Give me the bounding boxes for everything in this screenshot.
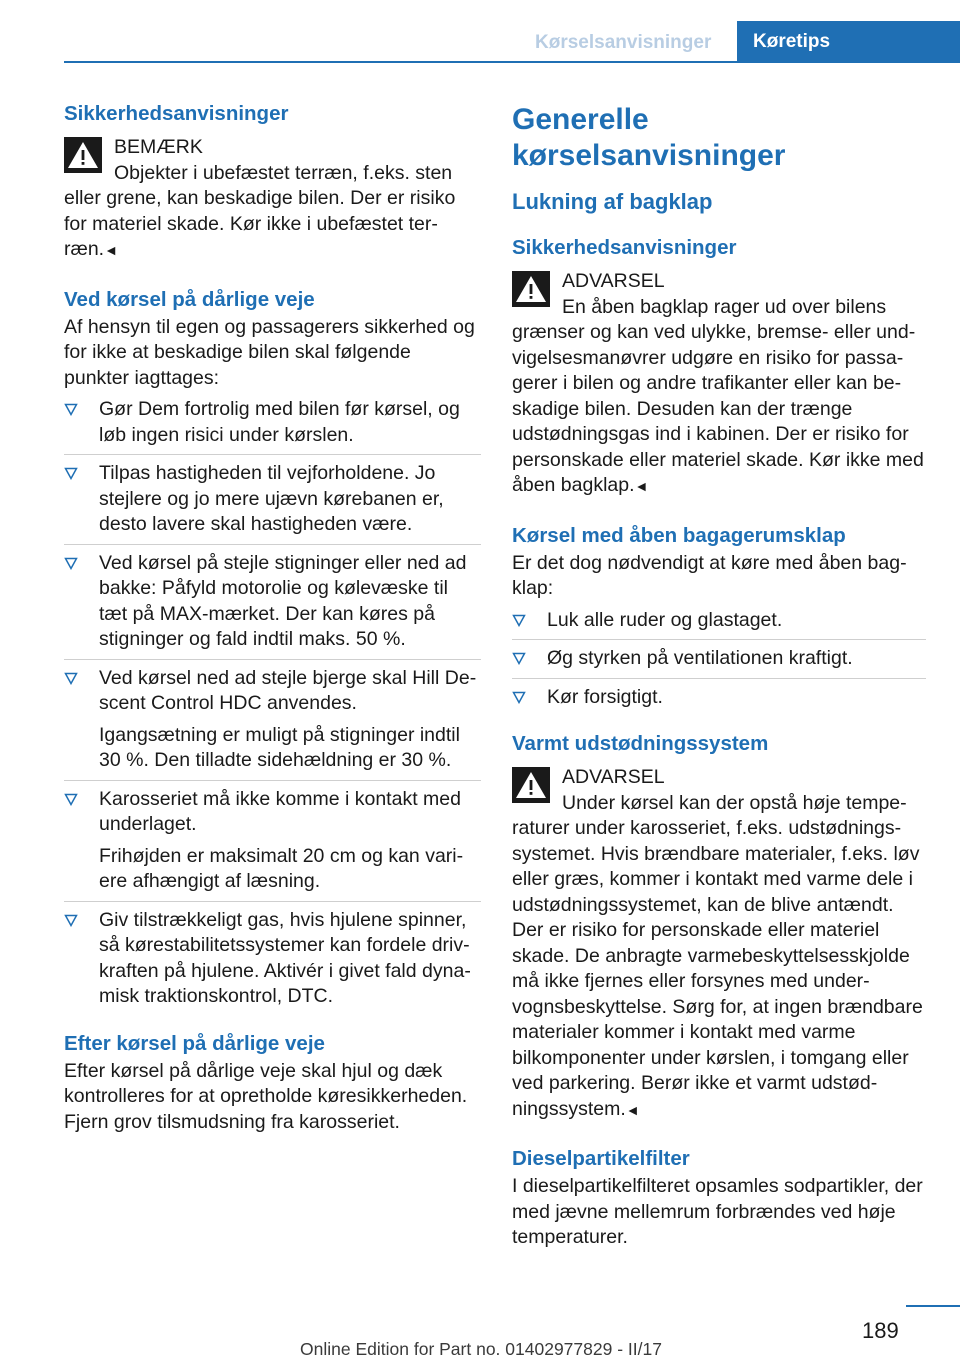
list-item-text: Tilpas hastigheden til vejforholdene. Jo stejlere og jo mere ujævn kørebanen er, desto lavere skal hastigheden være. xyxy=(99,462,444,535)
triangle-bullet-icon xyxy=(64,672,78,685)
list-item-text: Karosseriet må ikke komme i kontakt med underlaget. xyxy=(99,787,461,835)
list-item xyxy=(512,685,926,717)
end-mark: ◄ xyxy=(625,1101,640,1118)
list-item xyxy=(64,666,481,781)
end-mark: ◄ xyxy=(104,242,118,258)
triangle-bullet-icon xyxy=(64,557,78,570)
tailgate-warning-box xyxy=(512,263,926,500)
edition-footer: Online Edition for Part no. 01402977829 - II/17 xyxy=(300,1339,662,1359)
right-column xyxy=(512,100,926,1251)
list-item xyxy=(64,461,481,545)
list-item xyxy=(64,787,481,902)
warning-text: En åben bagklap rager ud over bilens grænser og kan ved ulykke, bremse- eller undvigelsesmanøvrer udgøre en risiko for passagerer i bilen og andre trafikanter eller kan beskadige bilen. Desuden kan der trænge udstødningsgas ind i kabinen. Der er risiko for personskade eller materiel skade. Kør ikke med åben bagklap. xyxy=(512,295,924,496)
diesel-filter-heading: Dieselpartikelfilter xyxy=(512,1147,690,1170)
list-item-text: Kør forsigtigt. xyxy=(547,685,663,708)
safety-heading: Sikkerhedsanvisninger xyxy=(64,102,289,125)
list-item-text: Giv tilstrækkeligt gas, hvis hjulene spinner, så kørestabilitetssystemer kan fordele drivkraften på hjulene. Aktivér i givet fald dynamisk traktionskontrol, DTC. xyxy=(99,908,471,1007)
after-bad-roads-heading: Efter kørsel på dårlige veje xyxy=(64,1031,325,1055)
chapter-tab-label: Køretips xyxy=(753,31,831,52)
tailgate-heading: Lukning af bagklap xyxy=(512,189,713,214)
open-luggage-intro: Er det dog nødvendigt at køre med åben bagklap: xyxy=(512,551,907,599)
triangle-bullet-icon xyxy=(64,914,78,927)
list-item xyxy=(512,608,926,641)
after-bad-roads-text: Efter kørsel på dårlige veje skal hjul og dæk kontrolleres for at opretholde køresikkerheden. Fjern grov tilsmudsning fra karosseriet. xyxy=(64,1059,468,1133)
list-item-text: Øg styrken på ventilationen kraftigt. xyxy=(547,647,853,669)
list-item xyxy=(64,397,481,455)
notice-title: BEMÆRK xyxy=(114,136,203,158)
list-item-text: Ved kørsel på stejle stigninger eller ned ad bakke: Påfyld motorolie og kølevæske til tæt på MAX-mærket. Der kan køres på stigninger og fald indtil maks. 50 %. xyxy=(99,551,467,650)
list-item xyxy=(64,908,481,1016)
main-heading: Generelle kørselsanvisninger xyxy=(512,103,786,172)
notice-box xyxy=(64,129,481,264)
warning-title: ADVARSEL xyxy=(562,766,665,788)
triangle-bullet-icon xyxy=(512,614,526,627)
open-luggage-list xyxy=(512,608,926,717)
hot-exhaust-heading: Varmt udstødningssystem xyxy=(512,732,769,755)
list-item-subtext: Igangsætning er muligt på stigninger indtil 30 %. Den tilladte sidehældning er 30 %. xyxy=(99,723,460,771)
triangle-bullet-icon xyxy=(512,691,526,704)
footer-rule xyxy=(906,1305,960,1307)
header-rule xyxy=(64,61,960,63)
chapter-tab xyxy=(737,21,960,63)
open-luggage-heading: Kørsel med åben bagagerumsklap xyxy=(512,523,846,547)
list-item-text: Gør Dem fortrolig med bilen før kørsel, og løb ingen risici under kørslen. xyxy=(99,398,460,446)
bad-roads-heading: Ved kørsel på dårlige veje xyxy=(64,287,315,311)
triangle-bullet-icon xyxy=(64,403,78,416)
list-item xyxy=(64,551,481,660)
warning-triangle-icon xyxy=(512,767,550,803)
bad-roads-intro: Af hensyn til egen og passagerers sikkerhed og for ikke at beskadige bilen skal følgende punkter iagttages: xyxy=(64,315,475,389)
left-column xyxy=(64,100,481,1135)
list-item-subtext: Frihøjden er maksimalt 20 cm og kan variere afhængigt af læsning. xyxy=(99,844,464,892)
section-label: Kørselsanvisninger xyxy=(535,32,712,53)
warning-title: ADVARSEL xyxy=(562,270,665,292)
triangle-bullet-icon xyxy=(512,652,526,665)
triangle-bullet-icon xyxy=(64,467,78,480)
end-mark: ◄ xyxy=(634,478,649,494)
exhaust-warning-box xyxy=(512,759,926,1123)
list-item-text: Ved kørsel ned ad stejle bjerge skal Hill Descent Control HDC anvendes. xyxy=(99,666,477,714)
list-item xyxy=(512,646,926,679)
diesel-filter-text: I dieselpartikelfilteret opsamles sodpartikler, der med jævne mellemrum forbrændes ved høje temperaturer. xyxy=(512,1175,923,1248)
list-item-text: Luk alle ruder og glastaget. xyxy=(547,608,783,631)
bad-roads-list xyxy=(64,397,481,1016)
notice-text: Objekter i ubefæstet terræn, f.eks. sten eller grene, kan beskadige bilen. Der er risiko for materiel skade. Kør ikke i ubefæstet terræn. xyxy=(64,161,456,260)
page-number: 189 xyxy=(862,1318,899,1343)
warning-triangle-icon xyxy=(64,137,102,173)
tailgate-safety-heading: Sikkerhedsanvisninger xyxy=(512,236,737,259)
page-header xyxy=(0,0,960,62)
warning-triangle-icon xyxy=(512,271,550,307)
warning-text: Under kørsel kan der opstå høje temperaturer under karosseriet, f.eks. udstødningssystemet. Hvis brændbare materialer, f.eks. løv eller græs, kommer i kontakt med varme dele i udstødningssystemet, kan de blive antændt. Der er risiko for personskade eller materiel skade. De anbragte varmebeskyttelsesskjolde må ikke fjernes eller forsynes med undervognsbeskyttelse. Sørg for, at ingen brændbare materialer kommer i kontakt med varme bilkomponenter under kørslen, i tomgang eller ved parkering. Berør ikke et varmt udstødningssystem. xyxy=(512,791,923,1120)
triangle-bullet-icon xyxy=(64,793,78,806)
